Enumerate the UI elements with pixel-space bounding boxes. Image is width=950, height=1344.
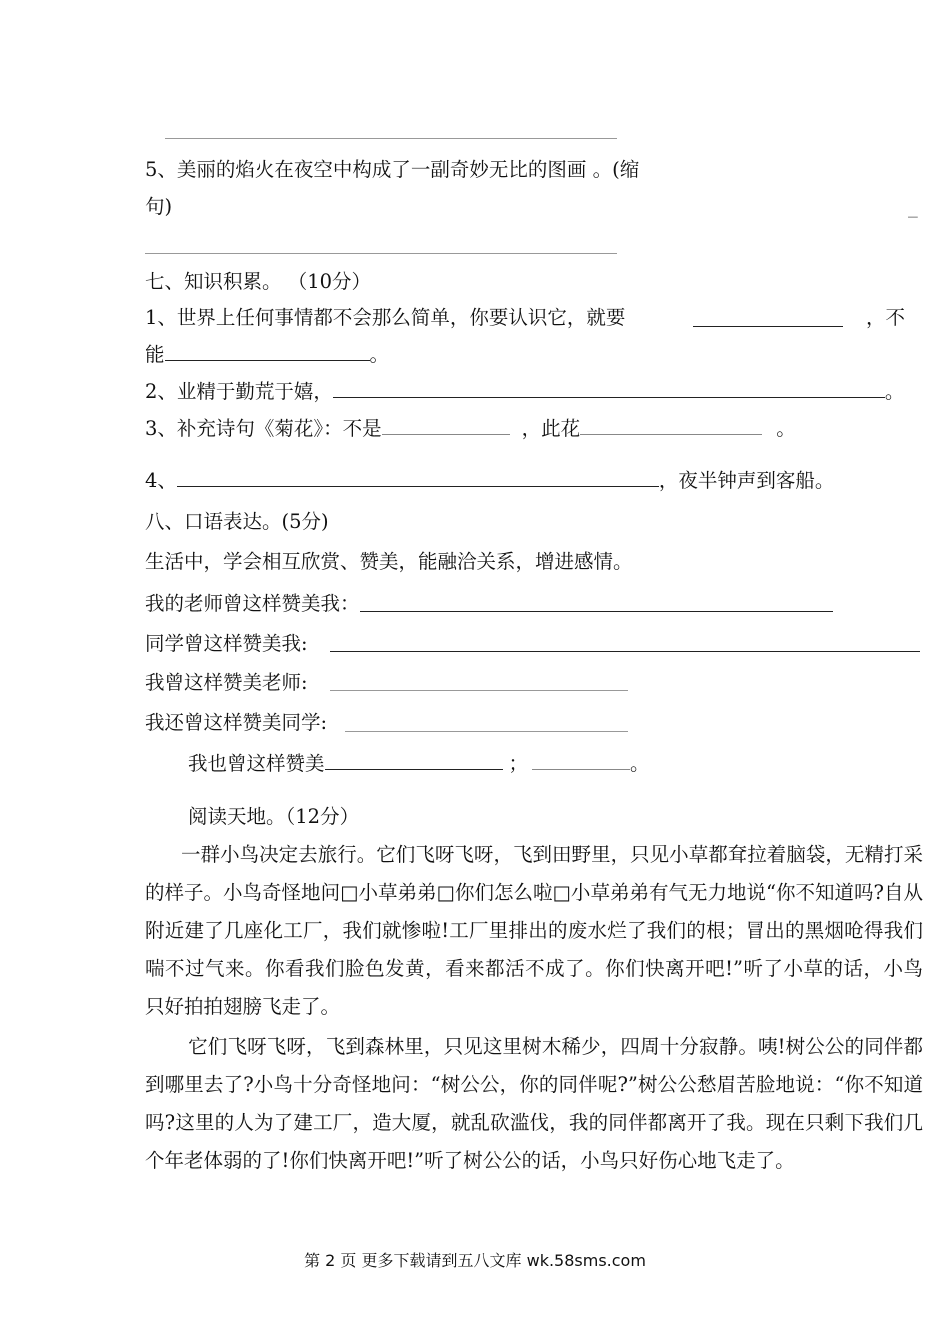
s8-line4-label: 我还曾这样赞美同学:	[145, 711, 328, 734]
s7-q2-line	[145, 378, 904, 406]
answer-line-top	[165, 138, 617, 139]
q5-sentence-cont: 句)	[145, 195, 173, 218]
section8-intro: 生活中，学会相互欣赏、赞美，能融洽关系，增进感情。	[145, 550, 633, 573]
reading-title: 阅读天地。（12分）	[188, 805, 360, 828]
s7-q3-end: 。	[776, 417, 796, 440]
s7-q2-blank[interactable]	[333, 379, 885, 398]
s7-q4-blank[interactable]	[177, 468, 659, 487]
reading-paragraph-1	[145, 836, 923, 1026]
s8-line3-label: 我曾这样赞美老师:	[145, 671, 308, 694]
s7-q1-text-c: 能	[145, 343, 165, 366]
s7-q1-text-b: ，不	[866, 306, 906, 329]
section8-title: 八、口语表达。(5分)	[145, 510, 329, 533]
s8-line2	[145, 630, 308, 658]
s8-line5-end: 。	[630, 752, 650, 775]
reading-paragraph-2	[145, 1028, 923, 1180]
s8-line1-label: 我的老师曾这样赞美我：	[145, 592, 360, 615]
s7-q1-blank1[interactable]	[693, 326, 843, 327]
s8-line2-label: 同学曾这样赞美我:	[145, 632, 308, 655]
s8-line5-blank2[interactable]	[532, 751, 630, 770]
s7-q1-text-a: 1、世界上任何事情都不会那么简单，你要认识它，就要	[145, 306, 626, 329]
s7-q3-blank2[interactable]	[580, 416, 762, 435]
page-footer: 第 2 页 更多下载请到五八文库 wk.58sms.com	[304, 1251, 646, 1270]
s8-line3	[145, 669, 308, 697]
answer-line-q5[interactable]	[145, 253, 617, 254]
s8-line5	[188, 750, 650, 778]
s7-q3-text-a: 3、补充诗句《菊花》：不是	[145, 417, 382, 440]
s7-q3-text-b: ，此花	[521, 417, 581, 440]
s7-q3-blank1[interactable]	[382, 416, 510, 435]
reading-p2-text: 它们飞呀飞呀，飞到森林里，只见这里树木稀少，四周十分寂静。咦!树公公的同伴都到哪里去了?小鸟十分奇怪地问：“树公公，你的同伴呢?”树公公愁眉苦脸地说：“你不知道吗?这里的人为了建工厂，造大厦，就乱砍滥伐，我的同伴都离开了我。现在只剩下我们几个年老体弱的了!你们快离开吧!”听了树公公的话，小鸟只好伤心地飞走了。	[145, 1035, 923, 1172]
s7-q2-end: 。	[884, 380, 905, 403]
s8-line5-blank1[interactable]	[325, 751, 503, 770]
reading-p1-text: 一群小鸟决定去旅行。它们飞呀飞呀，飞到田野里，只见小草都耷拉着脑袋，无精打采的样子。小鸟奇怪地问□小草弟弟□你们怎么啦□小草弟弟有气无力地说“你不知道吗?自从附近建了几座化工厂，我们就惨啦!工厂里排出的废水烂了我们的根；冒出的黑烟呛得我们喘不过气来。你看我们脸色发黄，看来都活不成了。你们快离开吧!”听了小草的话，小鸟只好拍拍翅膀飞走了。	[145, 843, 923, 1018]
section7-title: 七、知识积累。 （10分）	[145, 270, 372, 293]
s7-q1-blank2[interactable]	[165, 342, 370, 361]
s8-line5-label: 我也曾这样赞美	[188, 752, 325, 775]
s7-q4-line	[145, 467, 834, 495]
s8-line1-blank[interactable]	[360, 611, 833, 612]
s7-q2-text: 2、业精于勤荒于嬉，	[145, 380, 333, 403]
s7-q3-line	[145, 415, 796, 443]
s8-line4	[145, 709, 327, 737]
s8-line1	[145, 590, 360, 618]
s8-line3-blank[interactable]	[330, 690, 628, 691]
s7-q1-line1	[145, 304, 625, 332]
s8-line5-sep: ；	[508, 752, 529, 775]
s7-q1-line2	[145, 341, 389, 369]
s7-q4-text-a: 4、	[145, 469, 177, 492]
q5-trailing-dash: _	[908, 195, 918, 218]
s8-line4-blank[interactable]	[345, 731, 628, 732]
s7-q1-end: 。	[369, 343, 390, 366]
s7-q4-text-b: ，夜半钟声到客船。	[658, 469, 835, 492]
s8-line2-blank[interactable]	[330, 651, 920, 652]
q5-sentence: 5、美丽的焰火在夜空中构成了一副奇妙无比的图画 。(缩	[145, 158, 640, 181]
